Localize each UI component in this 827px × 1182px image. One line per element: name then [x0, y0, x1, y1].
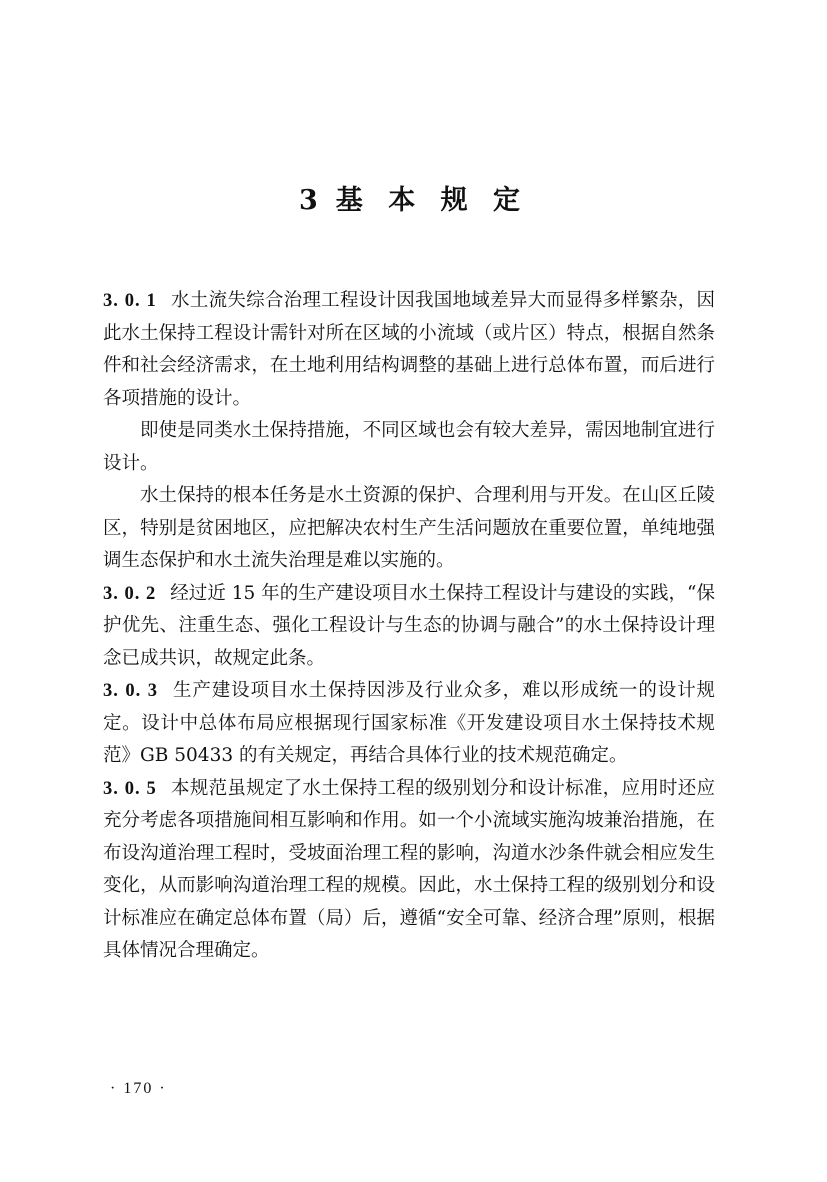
clause-number: 3. 0. 1 [103, 291, 157, 311]
paragraph-text: 经过近 15 年的生产建设项目水土保持工程设计与建设的实践，“保护优先、注重生态、强化工程设计与生态的协调与融合”的水土保持设计理念已成共识，故规定此条。 [103, 582, 715, 669]
paragraph-clause-3-0-5 [103, 773, 715, 968]
paragraph-text: 生产建设项目水土保持因涉及行业众多，难以形成统一的设计规定。设计中总体布局应根据现行国家标准《开发建设项目水土保持技术规范》GB 50433 的有关规定，再结合具体行业的技术规范确定。 [103, 680, 716, 766]
clause-number: 3. 0. 2 [103, 583, 157, 604]
paragraph-continuation [103, 415, 715, 480]
paragraph-text: 本规范虽规定了水土保持工程的级别划分和设计标准，应用时还应充分考虑各项措施间相互影响和作用。如一个小流域实施沟坡兼治措施，在布设沟道治理工程时，受坡面治理工程的影响，沟道水沙条件就会相应发生变化，从而影响沟道治理工程的规模。因此，水土保持工程的级别划分和设计标准应在确定总体布置（局）后，遵循“安全可靠、经济合理”原则，根据具体情况合理确定。 [103, 777, 715, 961]
chapter-title-text: 基 本 规 定 [335, 185, 528, 216]
page-number: · 170 · [110, 1080, 167, 1097]
chapter-number: 3 [299, 185, 318, 216]
paragraph-text: 水土保持的根本任务是水土资源的保护、合理利用与开发。在山区丘陵区，特别是贫困地区，应把解决农村生产生活问题放在重要位置，单纯地强调生态保护和水土流失治理是难以实施的。 [103, 485, 715, 571]
paragraph-clause-3-0-1 [103, 285, 715, 415]
paragraph-clause-3-0-2 [103, 578, 715, 676]
body-text [103, 285, 715, 968]
paragraph-clause-3-0-3 [103, 675, 715, 773]
clause-number: 3. 0. 5 [103, 778, 157, 799]
paragraph-text: 水土流失综合治理工程设计因我国地域差异大而显得多样繁杂，因此水土保持工程设计需针对所在区域的小流域（或片区）特点，根据自然条件和社会经济需求，在土地利用结构调整的基础上进行总体布置，而后进行各项措施的设计。 [103, 290, 715, 409]
paragraph-continuation [103, 480, 715, 578]
paragraph-text: 即使是同类水土保持措施，不同区域也会有较大差异，需因地制宜进行设计。 [103, 420, 715, 474]
chapter-title [0, 178, 827, 217]
clause-number: 3. 0. 3 [103, 681, 159, 701]
